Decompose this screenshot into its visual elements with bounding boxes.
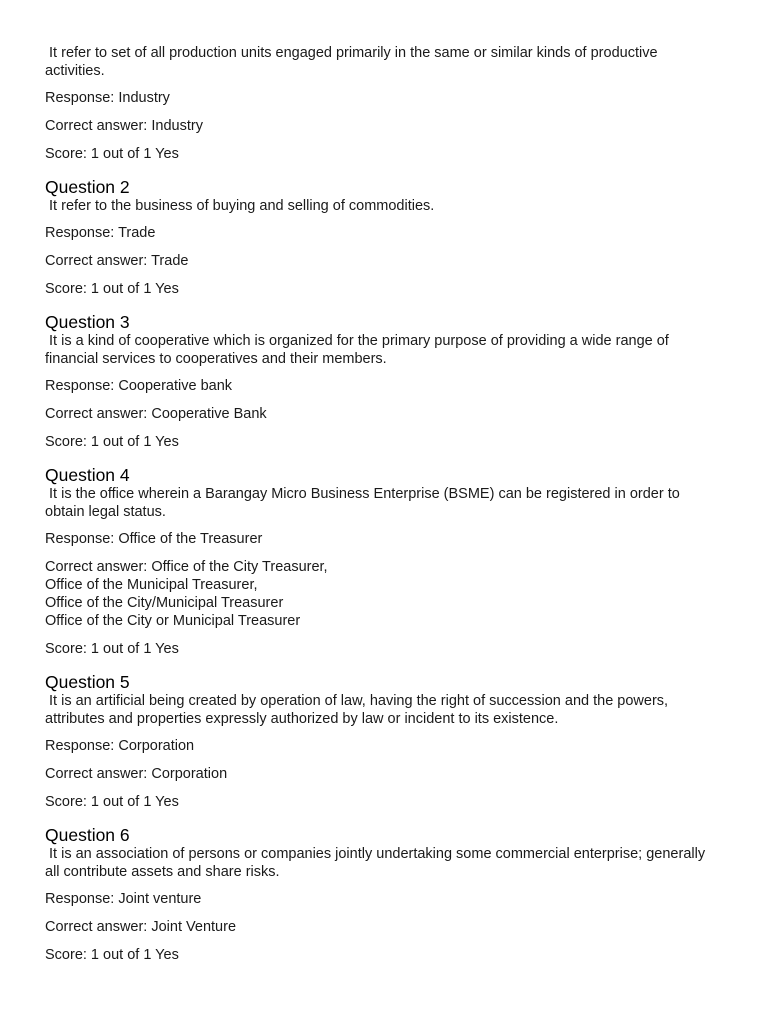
- correct-answer-line: Correct answer: Corporation: [45, 766, 228, 782]
- question-6-correct-answer: [45, 918, 708, 936]
- question-4-score: Score: 1 out of 1 Yes: [45, 641, 179, 657]
- question-3-response: Response: Cooperative bank: [45, 378, 233, 394]
- question-1-prompt: It refer to set of all production units engaged primarily in the same or similar kinds of productive activities.: [45, 45, 662, 79]
- question-6-prompt: It is an association of persons or companies jointly undertaking some commercial enterprise; generally all contribute assets and share risks.: [45, 846, 710, 880]
- correct-answer-line: Correct answer: Industry: [45, 118, 203, 134]
- question-6-block: [45, 825, 708, 964]
- question-3-block: [45, 312, 708, 451]
- question-2-prompt: It refer to the business of buying and selling of commodities.: [45, 198, 435, 214]
- question-5-correct-answer: [45, 765, 708, 783]
- question-4-prompt: It is the office wherein a Barangay Micro Business Enterprise (BSME) can be registered in order to obtain legal status.: [45, 486, 684, 520]
- question-4-correct-answer: [45, 558, 708, 630]
- question-5-title: Question 5: [45, 672, 130, 692]
- question-4-response: Response: Office of the Treasurer: [45, 531, 263, 547]
- question-6-score: Score: 1 out of 1 Yes: [45, 947, 179, 963]
- question-6-response: Response: Joint venture: [45, 891, 202, 907]
- question-5-score: Score: 1 out of 1 Yes: [45, 794, 179, 810]
- question-5-block: [45, 672, 708, 811]
- question-6-title: Question 6: [45, 825, 130, 845]
- question-3-correct-answer: [45, 405, 708, 423]
- question-1-correct-answer: [45, 117, 708, 135]
- correct-answer-line: Correct answer: Cooperative Bank: [45, 406, 267, 422]
- question-2-title: Question 2: [45, 177, 130, 197]
- question-1-response: Response: Industry: [45, 90, 170, 106]
- question-2-correct-answer: [45, 252, 708, 270]
- correct-answer-line: Correct answer: Joint Venture: [45, 919, 237, 935]
- question-2-score: Score: 1 out of 1 Yes: [45, 281, 179, 297]
- question-2-block: [45, 177, 708, 298]
- correct-answer-line: Correct answer: Office of the City Treasurer,: [45, 559, 328, 575]
- question-4-title: Question 4: [45, 465, 130, 485]
- question-2-response: Response: Trade: [45, 225, 156, 241]
- correct-answer-line: Office of the City or Municipal Treasurer: [45, 613, 301, 629]
- question-5-response: Response: Corporation: [45, 738, 195, 754]
- question-1-score: Score: 1 out of 1 Yes: [45, 146, 179, 162]
- question-3-prompt: It is a kind of cooperative which is organized for the primary purpose of providing a wide range of financial services to cooperatives and their members.: [45, 333, 673, 367]
- question-1-block: [45, 44, 708, 163]
- correct-answer-line: Office of the Municipal Treasurer,: [45, 577, 258, 593]
- correct-answer-line: Correct answer: Trade: [45, 253, 189, 269]
- question-4-block: [45, 465, 708, 658]
- question-5-prompt: It is an artificial being created by operation of law, having the right of succession and the powers, attributes and properties expressly authorized by law or incident to its existence.: [45, 693, 673, 727]
- question-3-title: Question 3: [45, 312, 130, 332]
- question-3-score: Score: 1 out of 1 Yes: [45, 434, 179, 450]
- correct-answer-line: Office of the City/Municipal Treasurer: [45, 595, 284, 611]
